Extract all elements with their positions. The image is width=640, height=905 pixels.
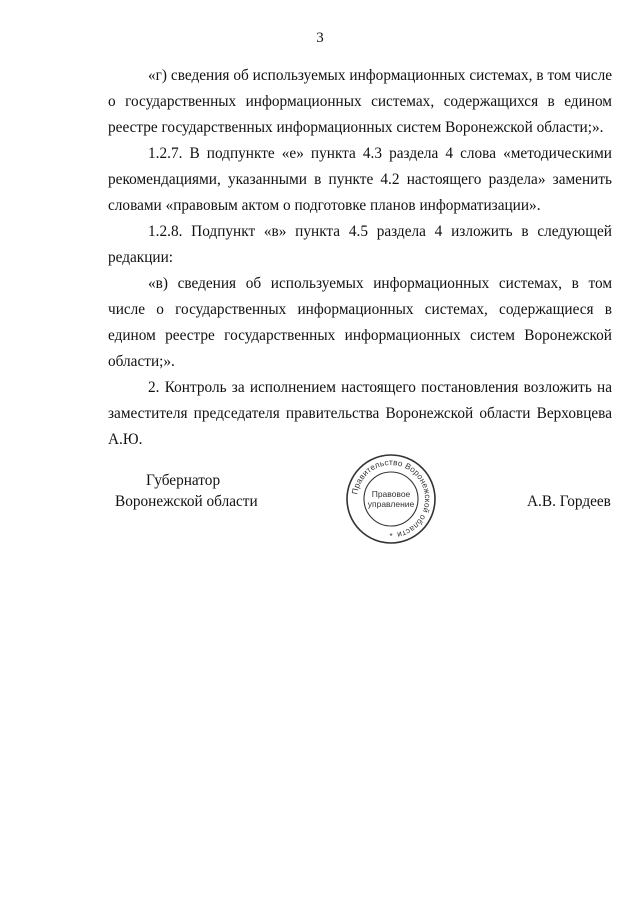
signatory-position-line2: Воронежской области bbox=[115, 493, 258, 510]
stamp-center-line1: Правовое bbox=[371, 489, 411, 499]
paragraph-g-info-systems: «г) сведения об используемых информационных системах, в том числе о государственных информационных системах, содержащихся в едином реестре государственных информационных систем Воронежской области;». bbox=[108, 67, 612, 136]
paragraph-v-info-systems: «в) сведения об используемых информационных системах, в том числе о государственных информационных системах, содержащиеся в едином реестре государственных информационных систем Воронежской области;». bbox=[108, 275, 612, 370]
signatory-name: А.В. Гордеев bbox=[527, 493, 611, 510]
paragraph-1-2-7: 1.2.7. В подпункте «е» пункта 4.3 раздела 4 слова «методическими рекомендациями, указанными в пункте 4.2 настоящего раздела» заменить словами «правовым актом о подготовке планов информатизации». bbox=[108, 145, 612, 214]
stamp-ring-text: Правительство Воронежской области bbox=[350, 457, 433, 540]
legal-department-stamp bbox=[343, 451, 439, 547]
stamp-center-line2: управление bbox=[367, 499, 415, 509]
page-number: 3 bbox=[316, 30, 324, 46]
paragraph-1-2-8: 1.2.8. Подпункт «в» пункта 4.5 раздела 4 изложить в следующей редакции: bbox=[108, 223, 612, 266]
stamp-star-mark: * bbox=[389, 532, 393, 541]
signatory-position bbox=[108, 470, 288, 512]
paragraph-2-control: 2. Контроль за исполнением настоящего постановления возложить на заместителя председателя правительства Воронежской области Верховцева А.Ю. bbox=[108, 379, 612, 448]
signatory-position-line1: Губернатор bbox=[146, 472, 221, 489]
document-body bbox=[108, 63, 612, 453]
